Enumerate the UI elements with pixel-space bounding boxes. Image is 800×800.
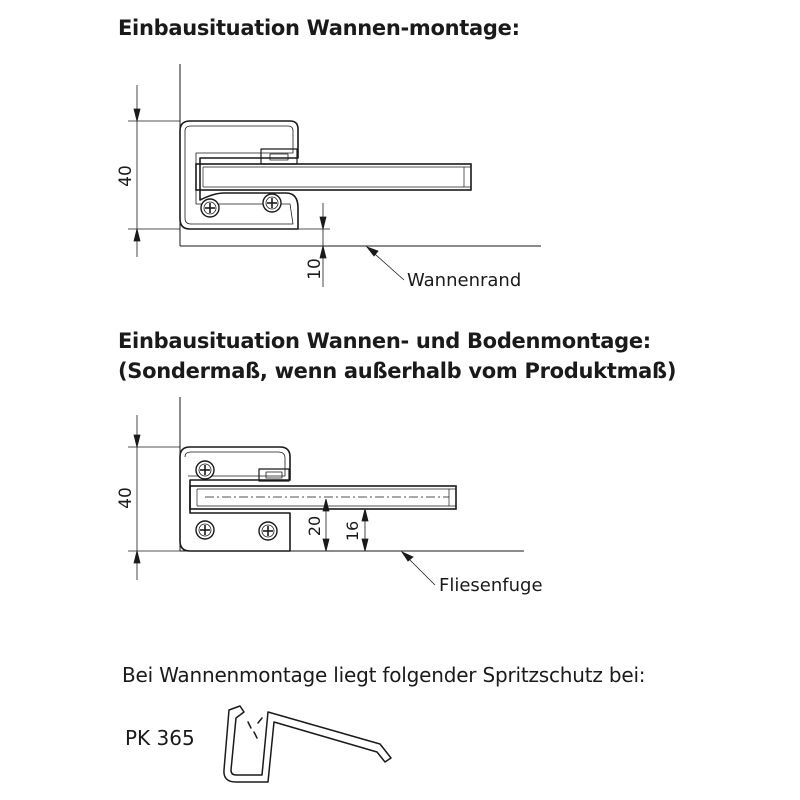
callout-leader [402, 552, 435, 585]
dimension-b [362, 509, 368, 551]
screw-icon [201, 199, 219, 217]
installation-drawing-2 [116, 397, 543, 596]
section2-title-line2: (Sondermaß, wenn außerhalb vom Produktmaß) [118, 359, 677, 383]
splash-guard-note: Bei Wannenmontage liegt folgender Spritzschutz bei: [122, 663, 646, 687]
dimension-a-label: 20 [305, 515, 324, 537]
dimension-height-label: 40 [116, 165, 136, 187]
installation-drawing-1 [116, 64, 541, 291]
splash-guard-profile [224, 706, 391, 782]
callout-leader [367, 247, 404, 280]
part-number-label: PK 365 [125, 726, 195, 750]
dimension-b-label: 16 [343, 520, 362, 542]
screw-icon [196, 461, 214, 479]
section1-title: Einbausituation Wannen-montage: [118, 16, 520, 40]
screw-icon [196, 521, 214, 539]
callout-label: Wannenrand [407, 270, 522, 291]
dimension-gap-label: 10 [305, 258, 325, 280]
glass-pane [190, 486, 456, 509]
screw-icon [259, 522, 277, 540]
hinge-body [180, 121, 298, 229]
screw-icon [263, 194, 281, 212]
glass-pane [196, 164, 471, 190]
section2-title-line1: Einbausituation Wannen- und Bodenmontage: [118, 329, 651, 353]
callout-label: Fliesenfuge [439, 575, 543, 596]
dimension-height-label: 40 [116, 487, 136, 509]
